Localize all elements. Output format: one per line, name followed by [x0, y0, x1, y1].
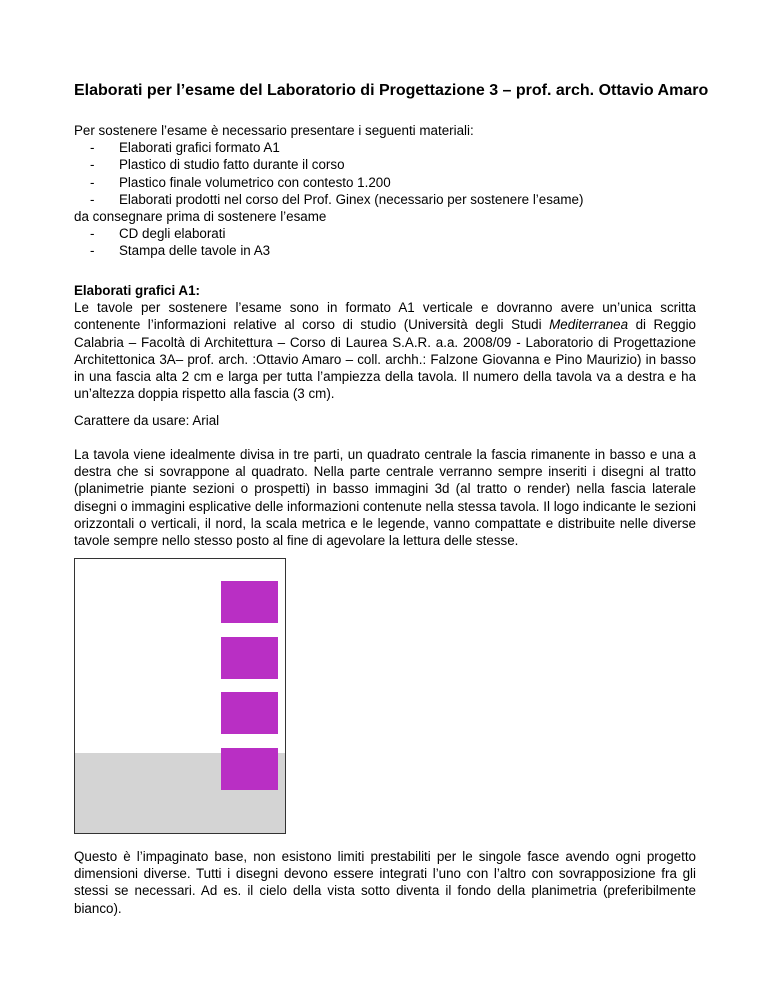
layout-section [74, 446, 696, 549]
section-heading: Elaborati grafici A1: [74, 283, 201, 298]
paragraph-closing: Questo è l’impaginato base, non esistono limiti prestabiliti per le singole fasce avendo ogni progetto dimensioni diverse. Tutti i disegni devono essere integrati l’uno con l’altro con sovrapposizione fra gli stessi se necessari. Ad es. il cielo della vista sotto diventa il fondo della planimetria (preferibilmente bianco). [74, 849, 696, 916]
list-item: - Elaborati grafici formato A1 [74, 139, 696, 156]
before-exam-list [74, 225, 696, 259]
list-item: - CD degli elaborati [74, 225, 696, 242]
a1-section [74, 282, 696, 402]
side-square [221, 692, 278, 734]
paragraph-layout: La tavola viene idealmente divisa in tre parti, un quadrato centrale la fascia rimanente in basso e una a destra che si sovrappone al quadrato. Nella parte centrale verranno sempre inseriti i disegni al tratto (planimetrie piante sezioni o prospetti) in basso immagini 3d (al tratto o render) nella fascia laterale disegni o immagini esplicative delle informazioni contenute nella stessa tavola. Il logo indicante le sezioni orizzontali o verticali, il nord, la scala metrica e le legende, vanno compattate e distribuite nelle diverse tavole sempre nello stesso posto al fine di agevolare la lettura delle stesse. [74, 447, 696, 549]
materials-list [74, 139, 696, 208]
list-item: - Stampa delle tavole in A3 [74, 242, 696, 259]
para-text: di Reggio Calabria – Facoltà di Architettura – Corso di Laurea S.A.R. a.a. 2008/09 - Laboratorio di Progettazione Architettonica 3A– prof. arch. :Ottavio Amaro – coll. archh.: Falzone Giovanna e Pino Maurizio) in basso in una fascia alta 2 cm e larga per tutta l’ampiezza della tavola. Il numero della tavola va a destra e ha un’altezza doppia rispetto alla fascia (3 cm). [74, 317, 696, 402]
list-item: - Plastico finale volumetrico con contesto 1.200 [74, 174, 696, 191]
list-item: - Elaborati prodotti nel corso del Prof. Ginex (necessario per sostenere l’esame) [74, 191, 696, 208]
side-square [221, 748, 278, 790]
materials-section [74, 122, 696, 260]
para-italic-text: Mediterranea [549, 317, 629, 333]
page-title: Elaborati per l’esame del Laboratorio di Progettazione 3 – prof. arch. Ottavio Amaro [74, 82, 709, 99]
side-square [221, 581, 278, 623]
para-text: Le tavole per sostenere l’esame sono in formato A1 verticale e dovranno avere un’unica scritta contenente l’informazioni relative al corso di studio (Università degli Studi [74, 300, 696, 333]
side-square [221, 637, 278, 679]
layout-diagram [74, 558, 286, 834]
paragraph-a1-format [74, 299, 696, 402]
font-note: Carattere da usare: Arial [74, 413, 220, 428]
font-note-section [74, 412, 696, 429]
list-item: - Plastico di studio fatto durante il corso [74, 156, 696, 173]
closing-section [74, 848, 696, 917]
intro-text: Per sostenere l’esame è necessario presentare i seguenti materiali: [74, 123, 474, 138]
before-exam-label: da consegnare prima di sostenere l’esame [74, 209, 327, 225]
